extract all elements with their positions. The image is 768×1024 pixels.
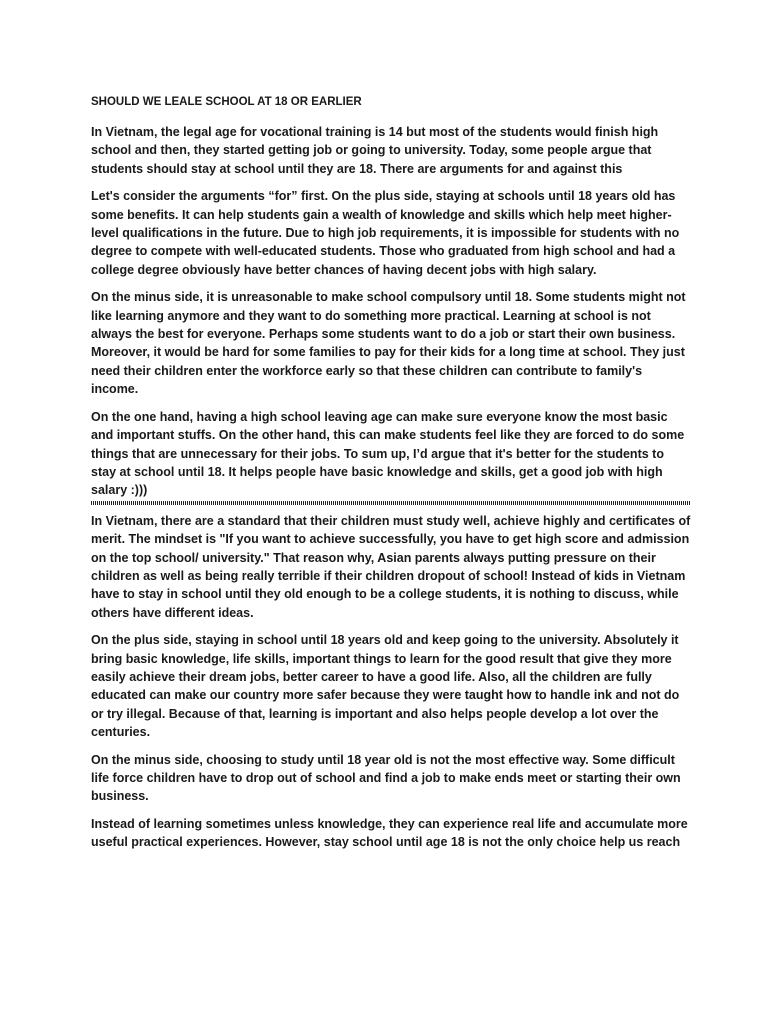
paragraph-vietnam-standard: In Vietnam, there are a standard that their children must study well, achieve highly and certificates of merit. The mindset is "If you want to achieve successfully, you have to get high score and admission on the top school/ university." That reason why, Asian parents always putting pressure on their children as well as being really terrible if their children dropout of school! Instead of kids in Vietnam have to stay in school until they old enough to be a college students, it is nothing to discuss, while others have different ideas. (91, 513, 691, 620)
document-page (91, 93, 691, 861)
paragraph-instead-of-learning: Instead of learning sometimes unless knowledge, they can experience real life and accumulate more useful practical experiences. However, stay school until age 18 is not the only choice help us reach (91, 816, 688, 850)
paragraph-minus-side-2: On the minus side, choosing to study until 18 year old is not the most effective way. Some difficult life force children have to drop out of school and find a job to make ends meet or starting their own business. (91, 752, 681, 804)
document-title: SHOULD WE LEALE SCHOOL AT 18 OR EARLIER (91, 96, 362, 108)
paragraph-plus-side: On the plus side, staying in school until 18 years old and keep going to the university. Absolutely it bring basic knowledge, life skills, important things to learn for the good result that give they more easily achieve their dream jobs, better career to have a good life. Also, all the children are fully educated can make our country more safer because they were taught how to handle ink and not do or try illegal. Because of that, learning is important and also helps people develop a lot over the centuries. (91, 633, 680, 740)
paragraph-minus-side: On the minus side, it is unreasonable to make school compulsory until 18. Some students might not like learning anymore and they want to do something more practical. Learning at school is not always the best for everyone. Perhaps some students want to do a job or start their own business. Moreover, it would be hard for some families to pay for their kids for a long time at school. They just need their children enter the workforce early so that these children can contribute to family's income. (91, 290, 686, 397)
paragraph-arguments-for: Let's consider the arguments “for” first. On the plus side, staying at schools until 18 years old has some benefits. It can help students gain a wealth of knowledge and skills which help meet higher-level qualifications in the future. Due to high job requirements, it is impossible for students with no degree to compete with well-educated students. Those who graduated from high school and had a college degree obviously have better chances of having decent jobs with high salary. (91, 189, 680, 277)
paragraph-intro: In Vietnam, the legal age for vocational training is 14 but most of the students would finish high school and then, they started getting job or going to university. Today, some people argue that students should stay at school until they are 18. There are arguments for and against this (91, 125, 659, 176)
section-divider (91, 501, 691, 505)
paragraph-conclusion: On the one hand, having a high school leaving age can make sure everyone know the most basic and important stuffs. On the other hand, this can make students feel like they are forced to do some things that are unnecessary for their jobs. To sum up, I’d argue that it's better for the students to stay at school until 18. It helps people have basic knowledge and skills, get a good job with high salary :))) (91, 409, 685, 498)
